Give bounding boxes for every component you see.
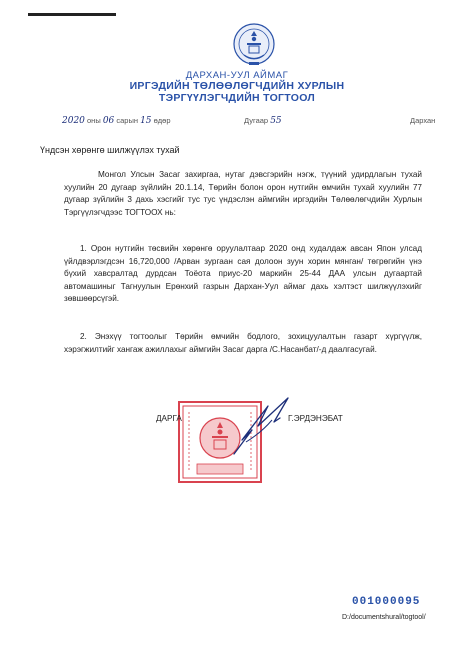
soyombo-emblem-icon (232, 22, 276, 68)
place: Дархан (410, 116, 436, 125)
aimag-title: ДАРХАН-УУЛ АЙМАГ (185, 70, 289, 81)
date-year: 2020 (62, 116, 85, 126)
document-subject: Үндсэн хөрөнгө шилжүүлэх тухай (40, 145, 180, 155)
date-month: 06 (102, 116, 115, 126)
signatory-name: Г.ЭРДЭНЭБАТ (288, 414, 343, 423)
date-day: 15 (140, 116, 152, 126)
top-mark (28, 13, 116, 16)
presidium-title: ТЭРГҮҮЛЭГЧДИЙН ТОГТООЛ (158, 92, 316, 104)
date-year-suffix: оны (87, 116, 101, 125)
date-line (62, 116, 171, 126)
number-value: 55 (270, 116, 282, 126)
number-line (244, 116, 282, 126)
signatory-title: ДАРГА (156, 414, 182, 423)
preamble-paragraph: Монгол Улсын Засаг захиргаа, нутаг дэвсгэрийн нэгж, түүний удирдлагын тухай хуулийн 20 дугаар зүйлийн 20.1.14, Төрийн болон орон нутгийн өмчийн тухай хуулийн 77 дугаар зүйлийн 3 дахь хэсгийг тус тус үндэслэн аймгийн иргэдийн Төлөөлөгчдийн Хурлын Тэргүүлэгчдээс ТОГТООХ нь: (64, 170, 422, 217)
council-title: ИРГЭДИЙН ТӨЛӨӨЛӨГЧДИЙН ХУРЛЫН (129, 80, 345, 92)
file-path: D:/documentshural/togtool/ (342, 614, 426, 621)
number-label: Дугаар (244, 116, 269, 125)
document-number: 001000095 (352, 596, 421, 608)
handwritten-signature (228, 392, 298, 462)
item-2-paragraph: 2. Энэхүү тогтоолыг Төрийн өмчийн бодлого, зохицуулалтын газарт хүргүүлж, хэрэгжилтийг хангаж ажиллахыг аймгийн Засаг дарга /С.Насанбат/-д даалгасугай. (64, 332, 422, 354)
date-day-suffix: өдөр (153, 116, 171, 125)
date-month-suffix: сарын (116, 116, 138, 125)
item-1-paragraph: 1. Орон нутгийн төсвийн хөрөнгө оруулалтаар 2020 онд худалдаж авсан Япон улсад үйлдвэрлэгдсэн 16,720,000 /Арван зургаан сая долоон зуун хорин мянган/ төгрөгийн үнэ бүхий хавсралтад дурдсан Тоёота приус-20 маркийн 25-44 ДАА улсын дугаартай автомашиныг Тагнуулын Ерөнхий газрын Дархан-Уул аймаг дахь хэлтэст шилжүүлэхийг зөвшөөрсүгэй. (64, 244, 422, 304)
